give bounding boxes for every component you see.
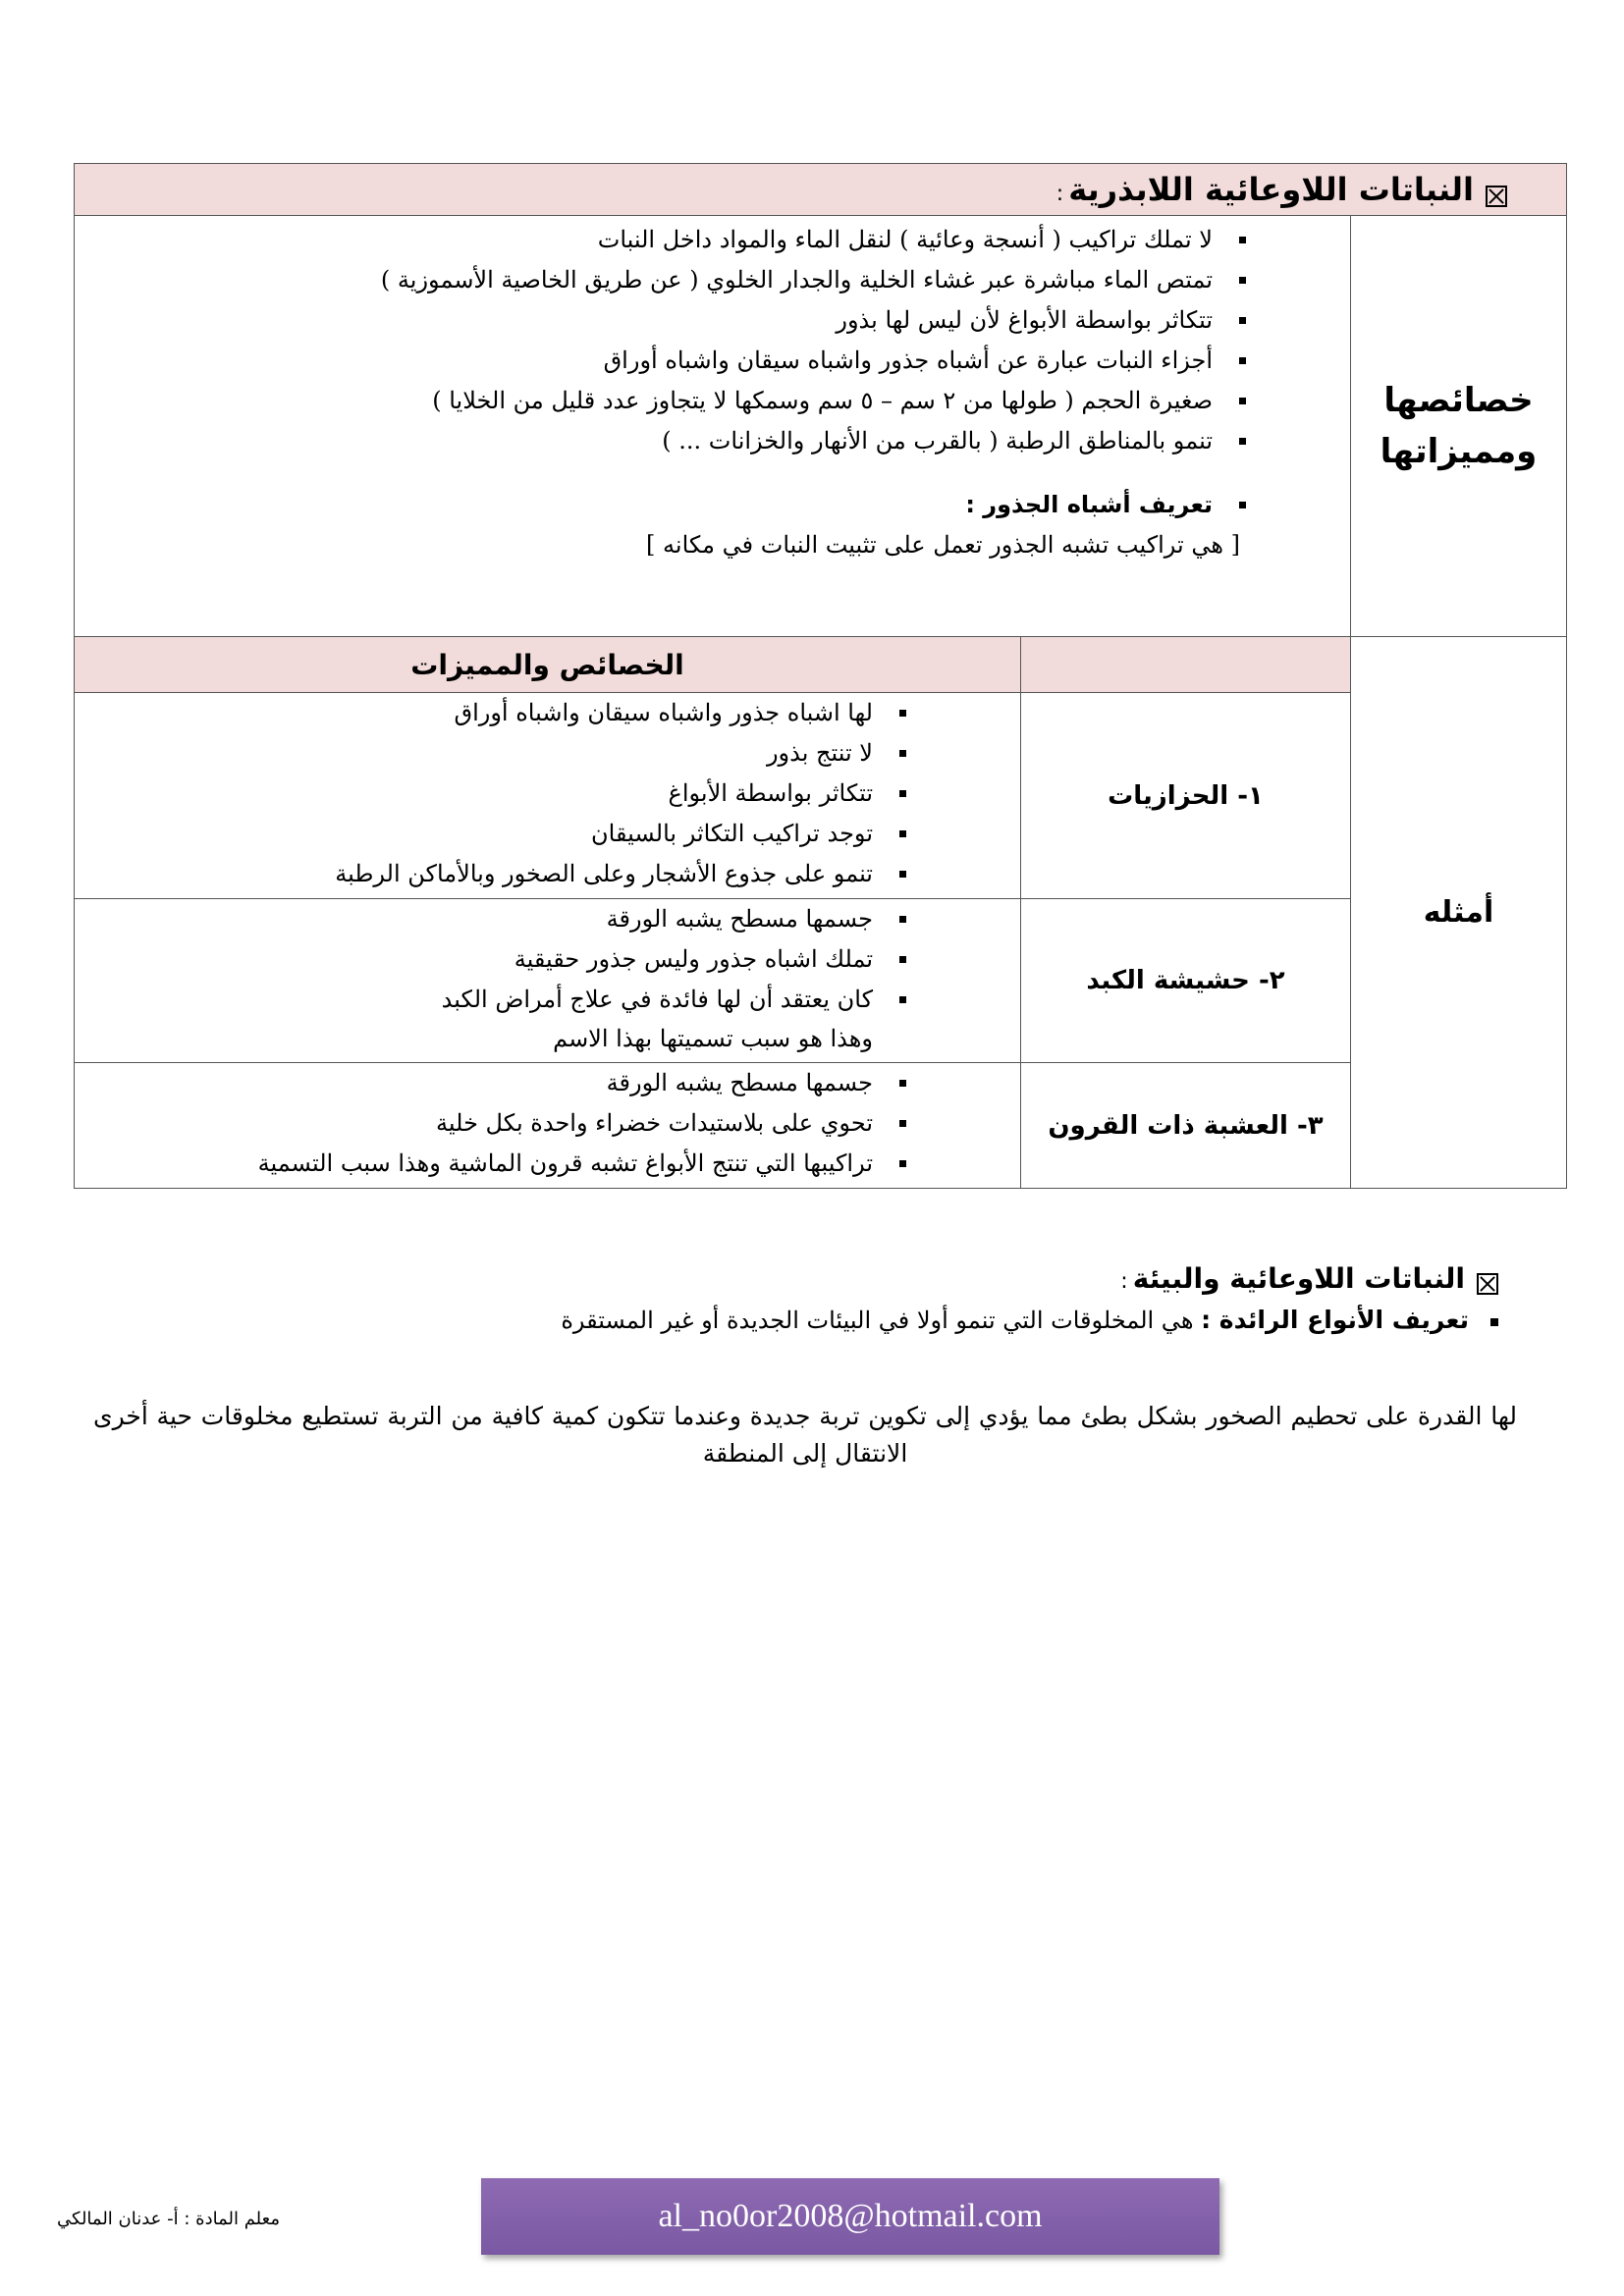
example-name-hornwort: ٣- العشبة ذات القرون xyxy=(1021,1063,1351,1189)
list-item: تتكاثر بواسطة الأبواغ xyxy=(84,774,912,814)
list-item: توجد تراكيب التكاثر بالسيقان xyxy=(84,814,912,854)
list-item: صغيرة الحجم ( طولها من ٢ سم – ٥ سم وسمكها لا يتجاوز عدد قليل من الخلايا ) xyxy=(84,381,1252,421)
pioneer-def-title: تعريف الأنواع الرائدة : xyxy=(1201,1306,1469,1334)
pioneer-paragraph: لها القدرة على تحطيم الصخور بشكل بطئ مما يؤدي إلى تكوين تربة جديدة وعندما تتكون كمية كافية من التربة تستطيع مخلوقات حية أخرى الانتقال إلى المنطقة xyxy=(93,1402,1517,1468)
list-item: تتكاثر بواسطة الأبواغ لأن ليس لها بذور xyxy=(84,300,1252,341)
section2-colon: : xyxy=(1120,1269,1128,1294)
list-item: تملك اشباه جذور وليس جذور حقيقية xyxy=(84,939,912,980)
features-list xyxy=(84,220,1252,461)
features-label xyxy=(1351,216,1567,637)
continuation-text: وهذا هو سبب تسميتها بهذا الاسم xyxy=(553,1025,873,1052)
examples-traits-header: الخصائص والمميزات xyxy=(75,637,1021,693)
list-item: تراكيبها التي تنتج الأبواغ تشبه قرون الماشية وهذا سبب التسمية xyxy=(84,1144,912,1184)
list-item: لا تملك تراكيب ( أنسجة وعائية ) لنقل الماء والمواد داخل النبات xyxy=(84,220,1252,260)
section2-title: النباتات اللاوعائية والبيئة xyxy=(1132,1262,1465,1295)
list-item: تمتص الماء مباشرة عبر غشاء الخلية والجدار الخلوي ( عن طريق الخاصية الأسموزية ) xyxy=(84,260,1252,300)
rhizoid-def xyxy=(84,485,1252,525)
footer-email[interactable]: al_no0or2008@hotmail.com xyxy=(658,2198,1043,2234)
pioneer-definition xyxy=(561,1306,1498,1334)
features-cell xyxy=(75,216,1351,637)
list-item: جسمها مسطح يشبه الورقة xyxy=(84,1063,912,1103)
section2-header xyxy=(1120,1262,1498,1295)
features-label-line1: خصائصها xyxy=(1383,381,1534,420)
list-item: أجزاء النبات عبارة عن أشباه جذور واشباه سيقان واشباه أوراق xyxy=(84,341,1252,381)
example-traits-liverwort xyxy=(75,899,1021,1063)
checkbox-x-icon xyxy=(1477,1273,1498,1295)
list-item: تنمو على جذوع الأشجار وعلى الصخور وبالأماكن الرطبة xyxy=(84,854,912,894)
section1-colon: : xyxy=(1056,182,1064,206)
features-label-line2: ومميزاتها xyxy=(1380,432,1538,471)
example-traits-hornwort xyxy=(75,1063,1021,1189)
rhizoid-def-text: [ هي تراكيب تشبه الجذور تعمل على تثبيت النبات في مكانه ] xyxy=(646,531,1240,559)
list-item: كان يعتقد أن لها فائدة في علاج أمراض الكبد xyxy=(84,980,912,1020)
footer-email-box xyxy=(481,2178,1219,2255)
pioneer-def-text: هي المخلوقات التي تنمو أولا في البيئات الجديدة أو غير المستقرة xyxy=(561,1307,1194,1334)
section1-header xyxy=(75,164,1567,216)
examples-label: أمثله xyxy=(1351,637,1567,1189)
teacher-name: معلم المادة : أ- عدنان المالكي xyxy=(57,2209,280,2229)
list-item: لا تنتج بذور xyxy=(84,733,912,774)
list-item: تحوي على بلاستيدات خضراء واحدة بكل خلية xyxy=(84,1103,912,1144)
list-item: لها اشباه جذور واشباه سيقان واشباه أوراق xyxy=(84,693,912,733)
list-item: جسمها مسطح يشبه الورقة xyxy=(84,899,912,939)
checkbox-x-icon xyxy=(1486,186,1507,207)
list-item: تنمو بالمناطق الرطبة ( بالقرب من الأنهار والخزانات ... ) xyxy=(84,421,1252,461)
rhizoid-def-title: تعريف أشباه الجذور : xyxy=(84,485,1252,525)
plants-table xyxy=(74,163,1567,1189)
bullet-icon xyxy=(1490,1318,1498,1326)
example-name-liverwort: ٢- حشيشة الكبد xyxy=(1021,899,1351,1063)
examples-name-header xyxy=(1021,637,1351,693)
section1-title: النباتات اللاوعائية اللابذرية xyxy=(1068,171,1474,208)
example-traits-mosses xyxy=(75,693,1021,899)
example-name-mosses: ١- الحزازيات xyxy=(1021,693,1351,899)
